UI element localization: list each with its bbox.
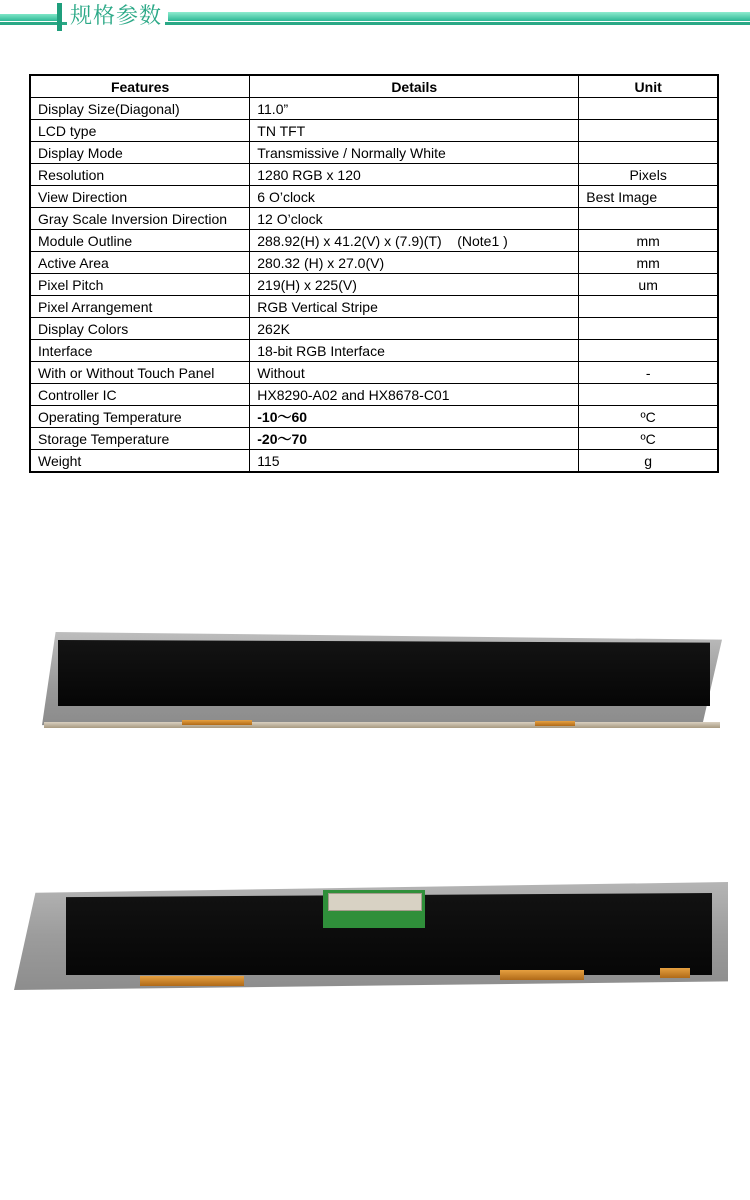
- table-row: [30, 252, 718, 274]
- detail-cell: 115: [250, 450, 579, 473]
- feature-cell: LCD type: [30, 120, 250, 142]
- feature-cell: Display Mode: [30, 142, 250, 164]
- detail-cell: RGB Vertical Stripe: [250, 296, 579, 318]
- kapton-tape: [140, 976, 244, 986]
- table-row: [30, 450, 718, 473]
- header-tick: [57, 3, 62, 31]
- feature-cell: Display Colors: [30, 318, 250, 340]
- unit-cell: mm: [579, 252, 718, 274]
- detail-cell: Without: [250, 362, 579, 384]
- module-edge: [44, 722, 720, 728]
- detail-cell: 12 O’clock: [250, 208, 579, 230]
- table-row: [30, 164, 718, 186]
- unit-cell: [579, 120, 718, 142]
- detail-cell: 280.32 (H) x 27.0(V): [250, 252, 579, 274]
- header-bar-left: [0, 14, 60, 21]
- unit-cell: Pixels: [579, 164, 718, 186]
- detail-cell: [250, 406, 579, 428]
- table-row: [30, 186, 718, 208]
- detail-cell: 288.92(H) x 41.2(V) x (7.9)(T) (Note1 ): [250, 230, 579, 252]
- feature-cell: Controller IC: [30, 384, 250, 406]
- detail-cell: 219(H) x 225(V): [250, 274, 579, 296]
- unit-cell: [579, 296, 718, 318]
- feature-cell: Operating Temperature: [30, 406, 250, 428]
- unit-cell: Best Image: [579, 186, 718, 208]
- unit-cell: [579, 340, 718, 362]
- table-row: [30, 340, 718, 362]
- unit-cell: [579, 142, 718, 164]
- feature-cell: Pixel Pitch: [30, 274, 250, 296]
- kapton-tape: [500, 970, 584, 980]
- header-features: Features: [30, 75, 250, 98]
- unit-cell: [579, 384, 718, 406]
- feature-cell: Display Size(Diagonal): [30, 98, 250, 120]
- header-details: Details: [250, 75, 579, 98]
- table-row: [30, 406, 718, 428]
- table-row: [30, 230, 718, 252]
- table-row: [30, 142, 718, 164]
- feature-cell: Module Outline: [30, 230, 250, 252]
- table-row: [30, 318, 718, 340]
- fpc-connector: [328, 893, 422, 911]
- feature-cell: Weight: [30, 450, 250, 473]
- unit-cell: ºC: [579, 428, 718, 450]
- feature-cell: Resolution: [30, 164, 250, 186]
- feature-cell: Gray Scale Inversion Direction: [30, 208, 250, 230]
- table-row: [30, 98, 718, 120]
- header-bar-right: [168, 12, 750, 21]
- unit-cell: um: [579, 274, 718, 296]
- table-row: [30, 274, 718, 296]
- table-row: [30, 384, 718, 406]
- feature-cell: Pixel Arrangement: [30, 296, 250, 318]
- operating-temp-value: -10～60: [257, 408, 308, 425]
- header-unit: Unit: [579, 75, 718, 98]
- detail-cell: 1280 RGB x 120: [250, 164, 579, 186]
- kapton-tape: [535, 721, 575, 726]
- unit-cell: -: [579, 362, 718, 384]
- table-row: [30, 362, 718, 384]
- detail-cell: 262K: [250, 318, 579, 340]
- section-header: [0, 0, 750, 36]
- unit-cell: ºC: [579, 406, 718, 428]
- feature-cell: With or Without Touch Panel: [30, 362, 250, 384]
- unit-cell: g: [579, 450, 718, 473]
- storage-temp-value: -20～70: [257, 430, 308, 447]
- detail-cell: TN TFT: [250, 120, 579, 142]
- feature-cell: Interface: [30, 340, 250, 362]
- unit-cell: mm: [579, 230, 718, 252]
- detail-cell: HX8290-A02 and HX8678-C01: [250, 384, 579, 406]
- table-row: [30, 428, 718, 450]
- detail-cell: Transmissive / Normally White: [250, 142, 579, 164]
- feature-cell: Active Area: [30, 252, 250, 274]
- table-header-row: [30, 75, 718, 98]
- feature-cell: Storage Temperature: [30, 428, 250, 450]
- kapton-tape: [182, 720, 252, 725]
- detail-cell: 6 O’clock: [250, 186, 579, 208]
- kapton-tape: [660, 968, 690, 978]
- detail-cell: 11.0”: [250, 98, 579, 120]
- table-row: [30, 296, 718, 318]
- section-title: 规格参数: [67, 2, 165, 32]
- table-row: [30, 208, 718, 230]
- unit-cell: [579, 98, 718, 120]
- detail-cell: 18-bit RGB Interface: [250, 340, 579, 362]
- module-screen: [58, 640, 710, 706]
- unit-cell: [579, 318, 718, 340]
- table-row: [30, 120, 718, 142]
- spec-table: [29, 74, 719, 473]
- feature-cell: View Direction: [30, 186, 250, 208]
- unit-cell: [579, 208, 718, 230]
- detail-cell: [250, 428, 579, 450]
